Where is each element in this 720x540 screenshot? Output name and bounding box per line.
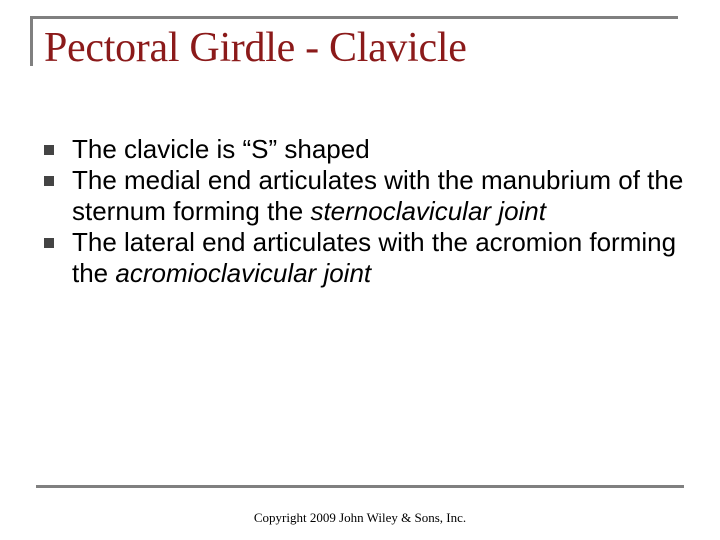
top-border-rule bbox=[30, 16, 678, 19]
bottom-border-rule bbox=[36, 485, 684, 488]
bullet-item bbox=[44, 165, 684, 227]
copyright-footer: Copyright 2009 John Wiley & Sons, Inc. bbox=[253, 510, 467, 525]
square-bullet-icon bbox=[44, 145, 54, 155]
bullet-text: The medial end articulates with the manubrium of the sternum forming the bbox=[72, 165, 684, 226]
square-bullet-icon bbox=[44, 238, 54, 248]
bullet-text: The lateral end articulates with the acromion forming the bbox=[72, 227, 677, 288]
bullet-list bbox=[44, 134, 684, 289]
bullet-italic-term: sternoclavicular joint bbox=[310, 196, 546, 226]
left-border-rule bbox=[30, 16, 33, 66]
square-bullet-icon bbox=[44, 176, 54, 186]
bullet-text: The clavicle is “S” shaped bbox=[72, 134, 370, 164]
bullet-item bbox=[44, 227, 684, 289]
bullet-item bbox=[44, 134, 684, 165]
bullet-italic-term: acromioclavicular joint bbox=[115, 258, 372, 288]
slide-title: Pectoral Girdle - Clavicle bbox=[44, 25, 467, 71]
